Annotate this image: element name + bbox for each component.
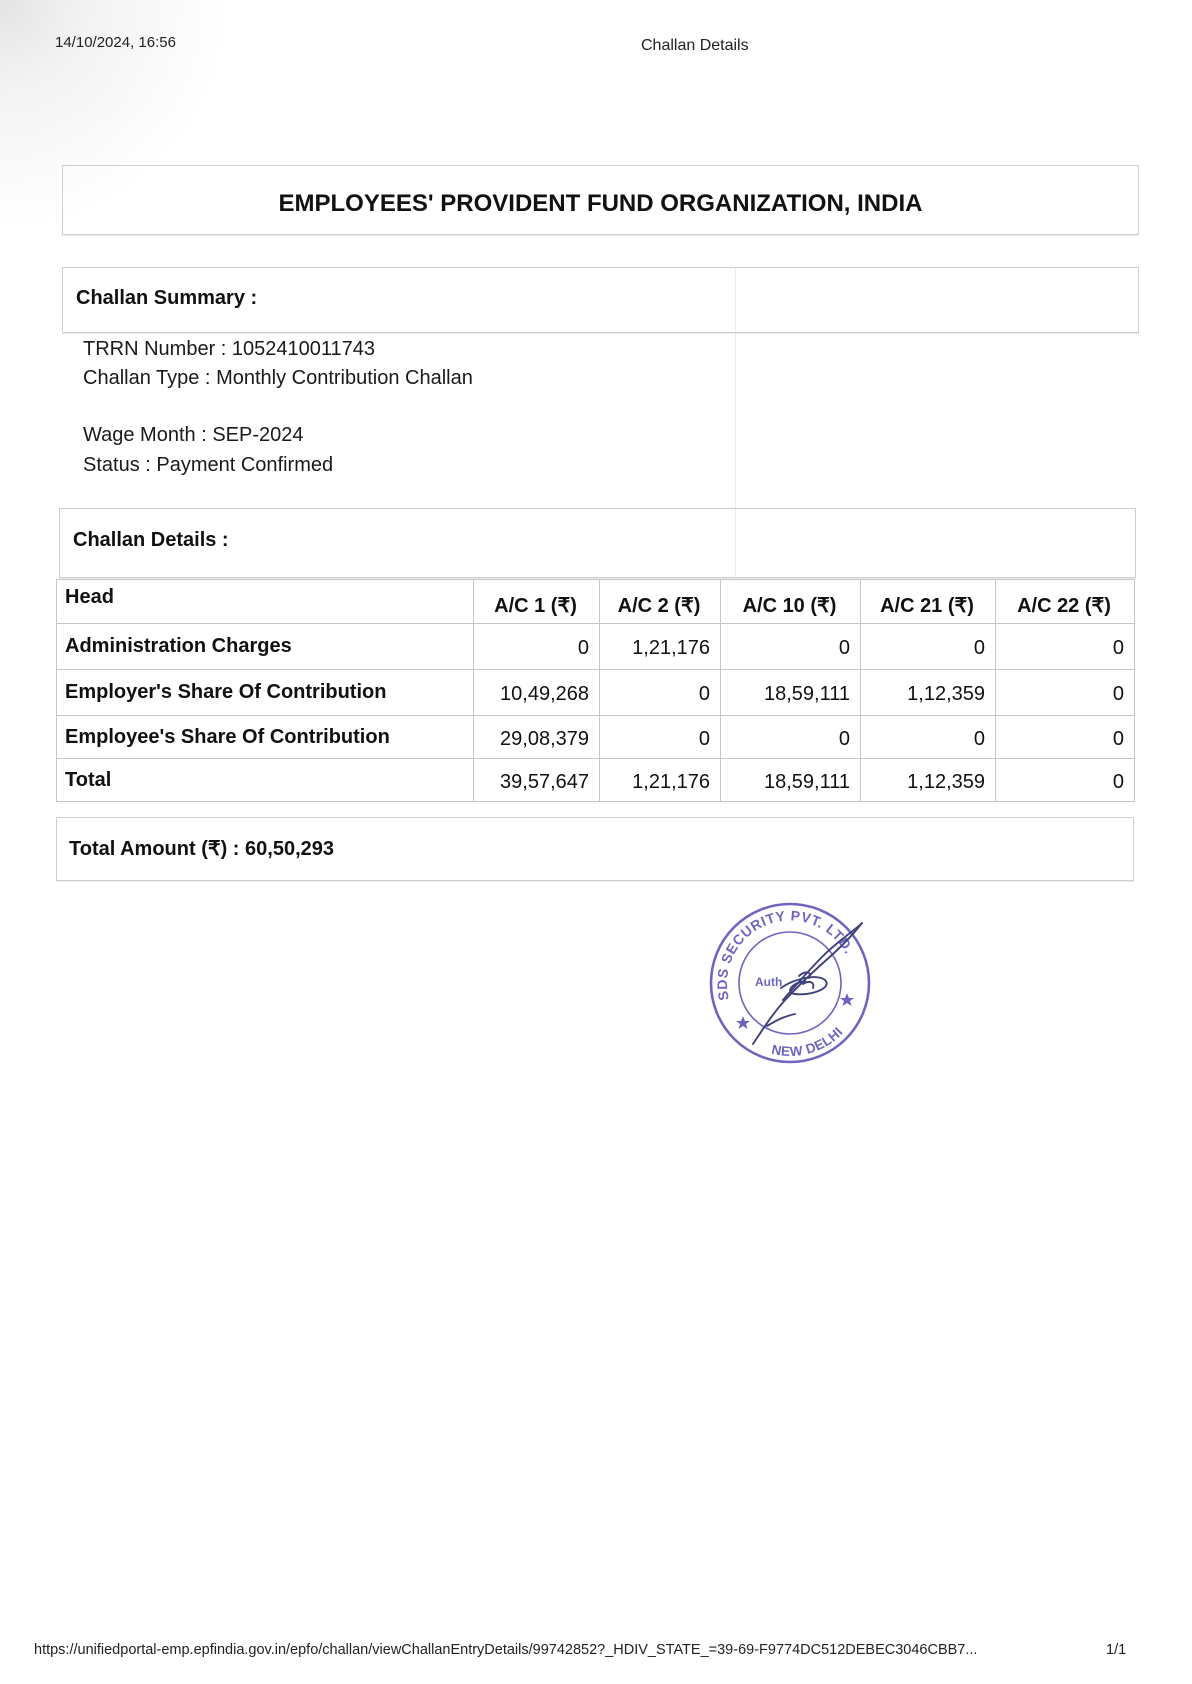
challan-details-box [59, 508, 1136, 578]
amount-cell: 39,57,647 [474, 759, 600, 802]
stamp-org-text [714, 907, 858, 1001]
column-header-ac1: A/C 1 (₹) [474, 580, 600, 624]
stamp-city-text [770, 1024, 846, 1059]
table-body [57, 624, 1135, 802]
org-title-box [62, 165, 1139, 235]
amount-cell: 0 [996, 759, 1135, 802]
print-footer-page-number: 1/1 [1106, 1642, 1127, 1658]
amount-cell: 18,59,111 [721, 670, 861, 716]
table-row-employer-share [57, 670, 1135, 716]
amount-cell: 0 [861, 716, 996, 759]
column-header-ac2: A/C 2 (₹) [600, 580, 721, 624]
row-head-cell: Employer's Share Of Contribution [57, 670, 474, 716]
challan-details-table [56, 579, 1135, 802]
row-head-cell: Total [57, 759, 474, 802]
table-row-employee-share [57, 716, 1135, 759]
total-amount-box [56, 817, 1134, 881]
amount-cell: 1,12,359 [861, 670, 996, 716]
stamp-star-left-icon [736, 1016, 750, 1029]
org-title: EMPLOYEES' PROVIDENT FUND ORGANIZATION, INDIA [278, 190, 923, 217]
amount-cell: 1,12,359 [861, 759, 996, 802]
amount-cell: 0 [861, 624, 996, 670]
total-amount [57, 818, 1133, 862]
challan-summary-box [62, 267, 1139, 333]
stamp-star-right-icon [840, 993, 854, 1006]
total-amount-label: Total Amount (₹) : [69, 838, 240, 860]
amount-cell: 0 [996, 624, 1135, 670]
amount-cell: 0 [600, 670, 721, 716]
total-amount-value: 60,50,293 [245, 838, 335, 860]
amount-cell: 0 [474, 624, 600, 670]
challan-type-label: Challan Type : [83, 367, 211, 389]
stamp-org-label: SDS SECURITY PVT. LTD. [714, 907, 858, 1002]
stamp-city-label: NEW DELHI [770, 1024, 846, 1060]
amount-cell: 0 [996, 670, 1135, 716]
wage-month-label: Wage Month : [83, 424, 207, 446]
status-value: Payment Confirmed [156, 454, 334, 476]
table-row-total [57, 759, 1135, 802]
company-seal-stamp [705, 898, 875, 1068]
amount-cell: 18,59,111 [721, 759, 861, 802]
status-label: Status : [83, 454, 151, 476]
challan-summary-heading: Challan Summary : [76, 287, 258, 309]
challan-type-line [83, 364, 473, 392]
table-header-row [57, 580, 1135, 624]
row-head-cell: Employee's Share Of Contribution [57, 716, 474, 759]
trrn-label: TRRN Number : [83, 338, 227, 360]
amount-cell: 29,08,379 [474, 716, 600, 759]
print-page-title: Challan Details [641, 37, 749, 54]
wage-month-line [83, 421, 304, 449]
amount-cell: 10,49,268 [474, 670, 600, 716]
challan-type-value: Monthly Contribution Challan [216, 367, 473, 389]
column-header-ac22: A/C 22 (₹) [996, 580, 1135, 624]
print-datetime: 14/10/2024, 16:56 [55, 34, 176, 51]
column-header-ac10: A/C 10 (₹) [721, 580, 861, 624]
trrn-value: 1052410011743 [231, 338, 376, 360]
amount-cell: 0 [600, 716, 721, 759]
amount-cell: 1,21,176 [600, 759, 721, 802]
trrn-line [83, 335, 375, 363]
print-footer-url: https://unifiedportal-emp.epfindia.gov.in/epfo/challan/viewChallanEntryDetails/99742852?_HDIV_STATE_=39-69-F9774DC512DEBEC3046CBB7... [34, 1642, 978, 1658]
column-header-head: Head [57, 580, 474, 624]
column-header-ac21: A/C 21 (₹) [861, 580, 996, 624]
amount-cell: 0 [721, 624, 861, 670]
status-line [83, 451, 333, 479]
challan-details-heading: Challan Details : [73, 529, 229, 551]
amount-cell: 1,21,176 [600, 624, 721, 670]
stamp-center-text: Auth [755, 975, 783, 989]
table-head [57, 580, 1135, 624]
amount-cell: 0 [996, 716, 1135, 759]
amount-cell: 0 [721, 716, 861, 759]
wage-month-value: SEP-2024 [212, 424, 304, 446]
table-row-administration-charges [57, 624, 1135, 670]
row-head-cell: Administration Charges [57, 624, 474, 670]
